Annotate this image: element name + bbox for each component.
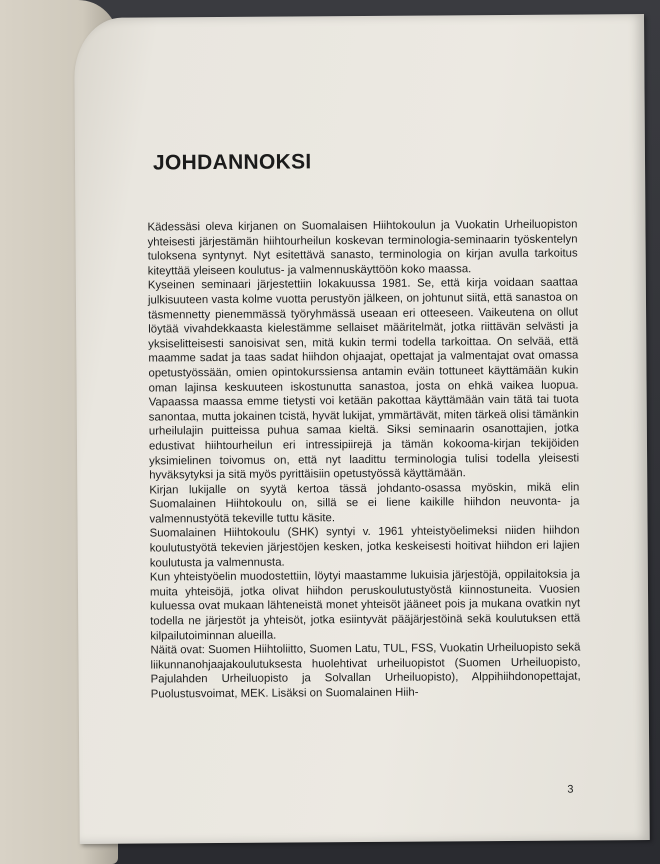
paragraph: Näitä ovat: Suomen Hiihtoliitto, Suomen Latu, TUL, FSS, Vuokatin Urheiluopisto sekä liikunnanohjaajakoulutuksesta huolehtivat urheiluopistot (Suomen Urheiluopisto, Pajulahden Urheiluopisto ja Solvallan Urheiluopisto), Alppihiihdonopettajat, Puolustusvoimat, MEK. Lisäksi on Suomalainen Hiih-	[150, 641, 581, 701]
paragraph: Kyseinen seminaari järjestettiin lokakuussa 1981. Se, että kirja voidaan saattaa julkisuuteen vasta kolme vuotta perustyön jälkeen, on johtunut siitä, että sanastoa on täsmennetty pienemmässä työryhmässä useaan eri otteeseen. Vaikeutena on ollut löytää vivahdekkaasta kielestämme sellaiset määritelmät, jotka riittävän selvästi ja yksiselitteisesti sanoisivat sen, mitä kukin termi todella tarkoittaa. On selvää, että maamme sadat ja taas sadat hiihdon ohjaajat, opettajat ja valmentajat ovat omassa opetustyössään, omien opintokurssiensa antamin eväin tottuneet käyttämään kukin oman lajinsa keskuuteen iskostunutta sanastoa, josta on ehkä vaikea luopua. Vapaassa maassa emme tietysti voi ketään pakottaa käyttämään vain tätä tai tuota sanontaa, mutta jokainen tcistä, hyvät lukijat, ymmärtävät, miten tärkeä olisi tämänkin urheilulajin puitteissa puhua samaa kieltä. Siksi seminaarin osanottajien, jotka edustivat hiihtourheilun eri intressipiirejä ja tämän kokooma-kirjan tekijöiden yksimielinen toivomus on, että nyt laadittu terminologia tulisi todella yleisesti hyväksytyksi ja sitä myös pyrittäisiin opetustyössä käyttämään.	[147, 276, 580, 482]
paragraph: Suomalainen Hiihtokoulu (SHK) syntyi v. 1961 yhteistyöelimeksi niiden hiihdon koulutustyötä tekevien järjestöjen kesken, jotka keskeisesti hoitivat hiihdon eri lajien koulutusta ja valmennusta.	[149, 524, 580, 570]
body-text	[147, 217, 580, 702]
paragraph: Kun yhteistyöelin muodostettiin, löytyi maastamme lukuisia järjestöjä, oppilaitoksia ja muita yhteisöjä, jotka olivat hiihdon peruskoulutustyöstä kiinnostuneita. Vuosien kuluessa ovat mukaan lähteneistä monet yhteisöt jääneet pois ja mukana ovatkin nyt todella ne järjestöt ja yhteisöt, jotka esiintyvät pääjärjestöinä sekä koulutuksen että kilpailutoiminnan alueilla.	[149, 568, 581, 643]
page-title: JOHDANNOKSI	[152, 150, 312, 175]
paragraph: Kirjan lukijalle on syytä kertoa tässä johdanto-osassa myöskin, mikä elin Suomalainen Hiihtokoulu on, sillä se ei liene kaikille hiihdon neuvonta- ja valmennustyötä tekeville tuttu käsite.	[149, 481, 580, 526]
document-page	[74, 14, 650, 844]
paragraph: Kädessäsi oleva kirjanen on Suomalaisen Hiihtokoulun ja Vuokatin Urheiluopiston yhteisesti järjestämän hiihtourheilun koskevan terminologia-seminaarin työskentelyn tuloksena syntynyt. Nyt esitettävä sanasto, terminologia on kirjan avulla tarkoitus kiteyttää yleiseen koulutus- ja valmennuskäyttöön koko maassa.	[147, 218, 578, 278]
page-number: 3	[567, 783, 574, 796]
